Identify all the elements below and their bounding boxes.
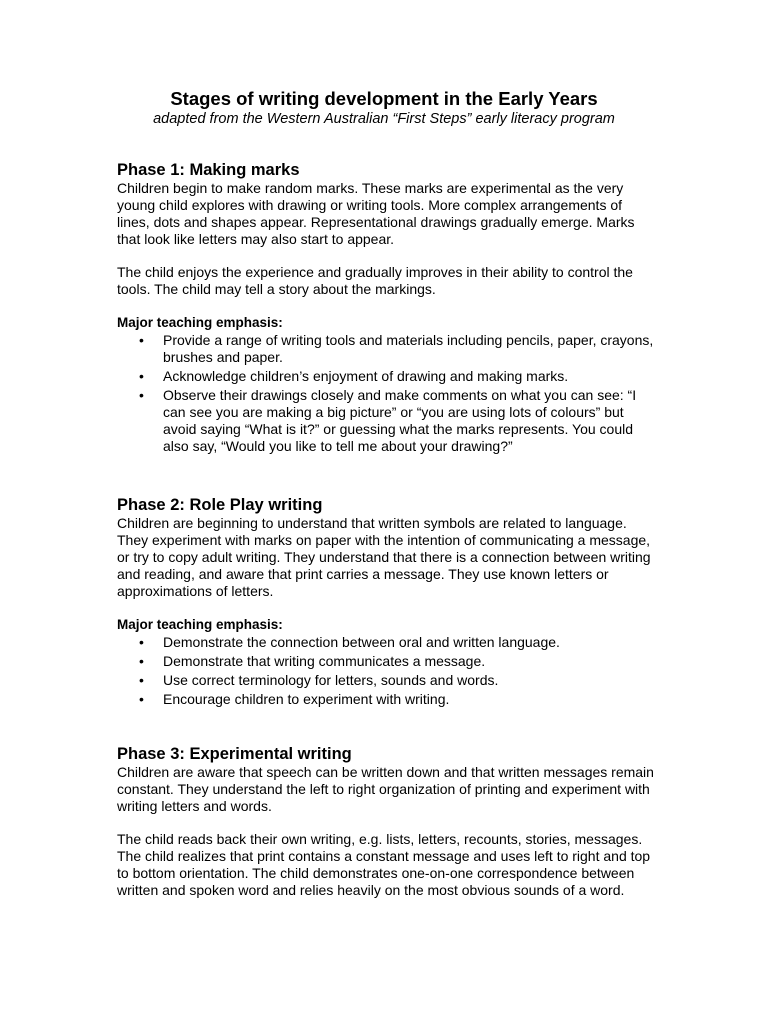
list-item-text: Observe their drawings closely and make comments on what you can see: “I can see you are making a big picture” or “you are using lots of colours” but avoid saying “What is it?” or guessing what the marks represents. You could also say, “Would you like to tell me about your drawing?” — [163, 387, 637, 454]
page-title: Stages of writing development in the Early Years — [170, 88, 598, 109]
title-block — [0, 88, 768, 128]
phase-1-section — [117, 160, 657, 455]
phase-2-section — [117, 495, 657, 708]
phase-1-bullet-list — [117, 332, 657, 455]
list-item-text: Demonstrate that writing communicates a message. — [163, 653, 486, 669]
bullet-icon: • — [139, 387, 144, 403]
bullet-icon: • — [139, 634, 144, 650]
phase-2-paragraph-1: Children are beginning to understand that written symbols are related to language. They experiment with marks on paper with the intention of communicating a message, or try to copy adult writing. They understand that there is a connection between writing and reading, and aware that print carries a message. They use known letters or approximations of letters. — [117, 515, 651, 599]
list-item-text: Acknowledge children’s enjoyment of drawing and making marks. — [163, 368, 569, 384]
phase-2-heading: Phase 2: Role Play writing — [117, 496, 323, 514]
bullet-icon: • — [139, 653, 144, 669]
phase-3-paragraph-1: Children are aware that speech can be written down and that written messages remain constant. They understand the left to right organization of printing and experiment with writing letters and words. — [117, 764, 654, 814]
phase-1-paragraph-1: Children begin to make random marks. These marks are experimental as the very young child explores with drawing or writing tools. More complex arrangements of lines, dots and shapes appear. Representational drawings gradually emerge. Marks that look like letters may also start to appear. — [117, 180, 635, 247]
phase-3-section — [117, 744, 657, 899]
phase-1-emphasis-label: Major teaching emphasis: — [117, 315, 283, 330]
bullet-icon: • — [139, 672, 144, 688]
phase-1-heading: Phase 1: Making marks — [117, 161, 300, 179]
bullet-icon: • — [139, 368, 144, 384]
phase-2-emphasis-label: Major teaching emphasis: — [117, 617, 283, 632]
list-item-text: Provide a range of writing tools and materials including pencils, paper, crayons, brushes and paper. — [163, 332, 654, 365]
list-item-text: Demonstrate the connection between oral and written language. — [163, 634, 560, 650]
list-item-text: Encourage children to experiment with writing. — [163, 691, 450, 707]
bullet-icon: • — [139, 691, 144, 707]
phase-1-paragraph-2: The child enjoys the experience and gradually improves in their ability to control the tools. The child may tell a story about the markings. — [117, 264, 633, 297]
phase-3-paragraph-2: The child reads back their own writing, e.g. lists, letters, recounts, stories, messages. The child realizes that print contains a constant message and uses left to right and top to bottom orientation. The child demonstrates one-on-one correspondence between written and spoken word and relies heavily on the most obvious sounds of a word. — [117, 831, 651, 898]
list-item — [117, 634, 657, 651]
list-item-text: Use correct terminology for letters, sounds and words. — [163, 672, 499, 688]
page-subtitle: adapted from the Western Australian “First Steps” early literacy program — [153, 111, 615, 127]
list-item — [117, 387, 657, 455]
document-body — [117, 160, 657, 915]
list-item — [117, 672, 657, 689]
list-item — [117, 653, 657, 670]
list-item — [117, 691, 657, 708]
bullet-icon: • — [139, 332, 144, 348]
phase-3-heading: Phase 3: Experimental writing — [117, 745, 352, 763]
phase-2-bullet-list — [117, 634, 657, 708]
list-item — [117, 332, 657, 366]
list-item — [117, 368, 657, 385]
